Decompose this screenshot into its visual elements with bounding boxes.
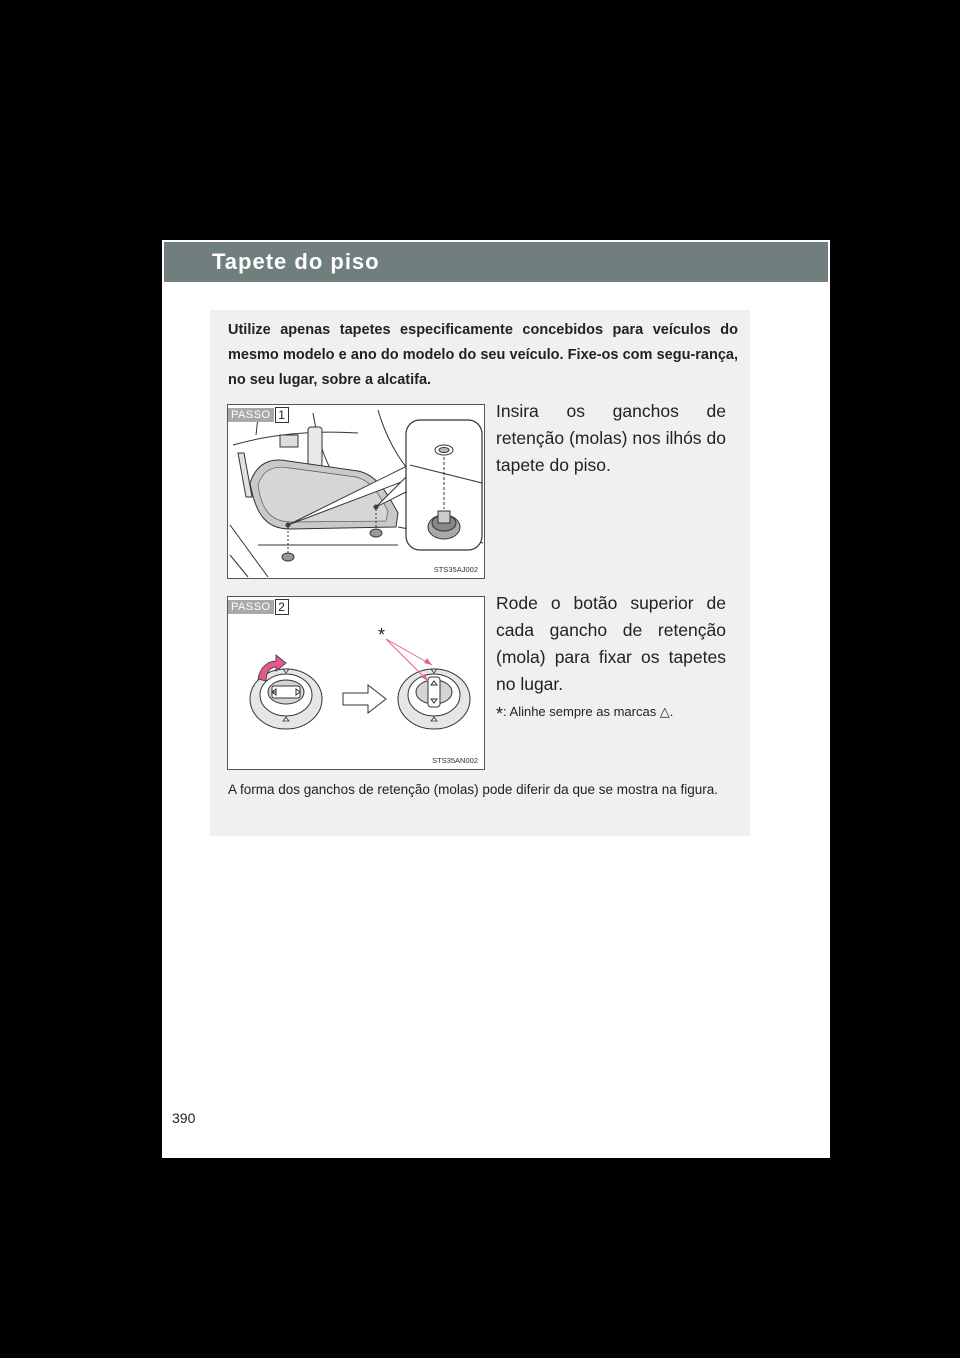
- page-number: 390: [172, 1110, 196, 1126]
- note-text: : Alinhe sempre as marcas △.: [503, 704, 674, 719]
- page-title: Tapete do piso: [212, 249, 380, 274]
- clip-rotation-illustration: [228, 597, 484, 769]
- note-asterisk: *: [496, 704, 504, 724]
- intro-text: Utilize apenas tapetes especificamente concebidos para veículos do mesmo modelo e ano do modelo do seu veículo. Fixe-os com segu-rança, no seu lugar, sobre a alcatifa.: [228, 322, 738, 388]
- alignment-note: [496, 704, 736, 725]
- figure-2-code: STS35AN002: [432, 756, 478, 765]
- step-1-figure: [227, 404, 485, 579]
- manual-page: [162, 240, 830, 1158]
- section-header: [164, 242, 828, 282]
- content-box: [210, 310, 750, 836]
- figure-marker-asterisk: *: [378, 625, 386, 645]
- step-1-text: Insira os ganchos de retenção (molas) nos ilhós do tapete do piso.: [496, 401, 726, 475]
- figure-1-code: STS35AJ002: [433, 565, 478, 574]
- step-1-label: PASSO 1: [228, 407, 289, 423]
- floor-mat-illustration: [228, 405, 484, 578]
- footer-note: A forma dos ganchos de retenção (molas) pode diferir da que se mostra na figura.: [228, 782, 719, 797]
- step-2-label: PASSO 2: [228, 599, 289, 615]
- step-2-text: Rode o botão superior de cada gancho de retenção (mola) para fixar os tapetes no lugar.: [496, 593, 726, 694]
- step-2-figure: [227, 596, 485, 770]
